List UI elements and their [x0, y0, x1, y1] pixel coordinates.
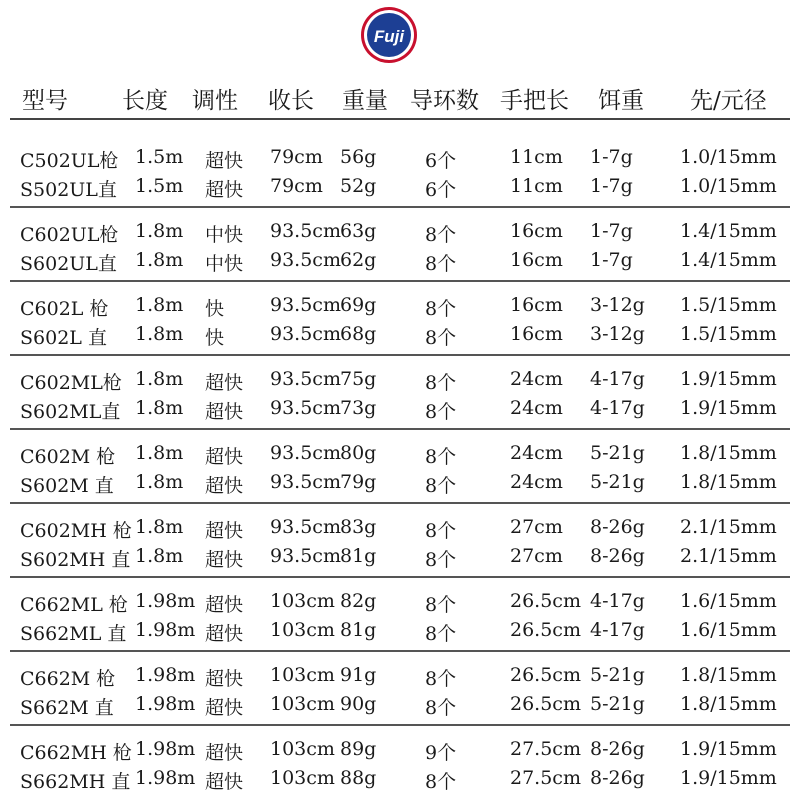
cell-action: 超快: [205, 594, 244, 616]
table-row: [0, 693, 800, 719]
cell-tip-butt-diameter: 1.0/15mm: [680, 175, 777, 197]
table-row: [0, 767, 800, 793]
cell-model: S502UL直: [20, 179, 117, 201]
cell-action: 超快: [205, 742, 244, 764]
cell-handle-length: 26.5cm: [510, 693, 581, 715]
table-row: [0, 442, 800, 468]
cell-weight: 83g: [340, 516, 377, 538]
cell-length: 1.8m: [135, 294, 184, 316]
cell-closed-length: 103cm: [270, 693, 335, 715]
cell-guide-count: 8个: [425, 327, 457, 349]
table-row: [0, 323, 800, 349]
cell-tip-butt-diameter: 2.1/15mm: [680, 545, 777, 567]
cell-model: S662MH 直: [20, 771, 131, 793]
table-row: [0, 294, 800, 320]
cell-lure-weight: 5-21g: [590, 693, 645, 715]
cell-tip-butt-diameter: 1.5/15mm: [680, 323, 777, 345]
cell-lure-weight: 4-17g: [590, 397, 645, 419]
cell-tip-butt-diameter: 1.5/15mm: [680, 294, 777, 316]
cell-guide-count: 9个: [425, 742, 457, 764]
cell-guide-count: 8个: [425, 520, 457, 542]
cell-handle-length: 27.5cm: [510, 767, 581, 789]
table-row: [0, 220, 800, 246]
cell-model: C662MH 枪: [20, 742, 132, 764]
cell-length: 1.8m: [135, 516, 184, 538]
cell-guide-count: 6个: [425, 179, 457, 201]
cell-length: 1.8m: [135, 220, 184, 242]
cell-length: 1.5m: [135, 175, 184, 197]
table-row: [0, 249, 800, 275]
header-handle-length: 手把长: [500, 88, 569, 114]
cell-length: 1.98m: [135, 590, 196, 612]
cell-length: 1.98m: [135, 619, 196, 641]
cell-lure-weight: 5-21g: [590, 442, 645, 464]
cell-model: C602ML枪: [20, 372, 122, 394]
group-divider: [10, 428, 790, 430]
cell-length: 1.98m: [135, 693, 196, 715]
header-lure-weight: 饵重: [598, 88, 644, 114]
cell-length: 1.8m: [135, 323, 184, 345]
table-row: [0, 664, 800, 690]
cell-lure-weight: 4-17g: [590, 590, 645, 612]
cell-handle-length: 16cm: [510, 294, 563, 316]
cell-closed-length: 93.5cm: [270, 368, 341, 390]
header-divider: [10, 118, 790, 120]
cell-lure-weight: 8-26g: [590, 767, 645, 789]
cell-handle-length: 11cm: [510, 146, 563, 168]
cell-guide-count: 8个: [425, 771, 457, 793]
cell-model: S602ML直: [20, 401, 121, 423]
table-row: [0, 545, 800, 571]
cell-action: 快: [205, 327, 225, 349]
cell-action: 超快: [205, 150, 244, 172]
table-row: [0, 368, 800, 394]
table-row: [0, 175, 800, 201]
cell-tip-butt-diameter: 1.8/15mm: [680, 664, 777, 686]
group-divider: [10, 354, 790, 356]
cell-guide-count: 8个: [425, 401, 457, 423]
cell-handle-length: 26.5cm: [510, 664, 581, 686]
cell-closed-length: 93.5cm: [270, 471, 341, 493]
cell-model: S602L 直: [20, 327, 107, 349]
cell-weight: 62g: [340, 249, 377, 271]
cell-action: 中快: [205, 253, 244, 275]
cell-closed-length: 79cm: [270, 175, 323, 197]
cell-closed-length: 79cm: [270, 146, 323, 168]
cell-length: 1.8m: [135, 471, 184, 493]
cell-guide-count: 8个: [425, 594, 457, 616]
cell-length: 1.5m: [135, 146, 184, 168]
group-divider: [10, 650, 790, 652]
cell-guide-count: 8个: [425, 623, 457, 645]
cell-action: 超快: [205, 520, 244, 542]
cell-tip-butt-diameter: 1.4/15mm: [680, 220, 777, 242]
cell-tip-butt-diameter: 1.8/15mm: [680, 442, 777, 464]
table-row: [0, 590, 800, 616]
table-header: [0, 82, 800, 116]
cell-model: C602L 枪: [20, 298, 109, 320]
cell-closed-length: 103cm: [270, 738, 335, 760]
cell-action: 超快: [205, 401, 244, 423]
cell-closed-length: 93.5cm: [270, 323, 341, 345]
cell-model: S602UL直: [20, 253, 117, 275]
header-tip-butt-diameter: 先/元径: [690, 88, 767, 114]
cell-guide-count: 8个: [425, 253, 457, 275]
table-row: [0, 146, 800, 172]
fuji-logo: [359, 5, 419, 65]
cell-handle-length: 16cm: [510, 220, 563, 242]
cell-action: 超快: [205, 668, 244, 690]
cell-guide-count: 6个: [425, 150, 457, 172]
cell-action: 超快: [205, 446, 244, 468]
group-divider: [10, 576, 790, 578]
cell-handle-length: 27cm: [510, 545, 563, 567]
header-guide-count: 导环数: [410, 88, 479, 114]
cell-weight: 56g: [340, 146, 377, 168]
cell-weight: 81g: [340, 545, 377, 567]
cell-length: 1.8m: [135, 368, 184, 390]
cell-handle-length: 11cm: [510, 175, 563, 197]
cell-lure-weight: 3-12g: [590, 294, 645, 316]
group-divider: [10, 724, 790, 726]
cell-guide-count: 8个: [425, 224, 457, 246]
cell-lure-weight: 1-7g: [590, 249, 633, 271]
cell-closed-length: 93.5cm: [270, 397, 341, 419]
table-row: [0, 738, 800, 764]
header-model: 型号: [22, 88, 68, 114]
cell-model: C662M 枪: [20, 668, 116, 690]
cell-weight: 75g: [340, 368, 377, 390]
table-row: [0, 619, 800, 645]
cell-handle-length: 26.5cm: [510, 619, 581, 641]
cell-handle-length: 24cm: [510, 471, 563, 493]
cell-guide-count: 8个: [425, 668, 457, 690]
cell-model: C602M 枪: [20, 446, 116, 468]
group-divider: [10, 502, 790, 504]
cell-tip-butt-diameter: 1.6/15mm: [680, 619, 777, 641]
cell-handle-length: 26.5cm: [510, 590, 581, 612]
cell-handle-length: 27.5cm: [510, 738, 581, 760]
header-weight: 重量: [342, 88, 388, 114]
cell-length: 1.8m: [135, 249, 184, 271]
cell-lure-weight: 4-17g: [590, 619, 645, 641]
cell-tip-butt-diameter: 1.6/15mm: [680, 590, 777, 612]
cell-tip-butt-diameter: 1.8/15mm: [680, 693, 777, 715]
cell-weight: 88g: [340, 767, 377, 789]
cell-tip-butt-diameter: 1.9/15mm: [680, 767, 777, 789]
cell-length: 1.98m: [135, 767, 196, 789]
cell-weight: 81g: [340, 619, 377, 641]
cell-length: 1.98m: [135, 738, 196, 760]
cell-closed-length: 93.5cm: [270, 442, 341, 464]
cell-model: C602UL枪: [20, 224, 119, 246]
cell-guide-count: 8个: [425, 372, 457, 394]
group-divider: [10, 206, 790, 208]
header-closed-length: 收长: [268, 88, 314, 114]
cell-closed-length: 103cm: [270, 767, 335, 789]
cell-tip-butt-diameter: 1.0/15mm: [680, 146, 777, 168]
cell-weight: 89g: [340, 738, 377, 760]
cell-tip-butt-diameter: 2.1/15mm: [680, 516, 777, 538]
cell-handle-length: 27cm: [510, 516, 563, 538]
table-row: [0, 397, 800, 423]
cell-model: C502UL枪: [20, 150, 119, 172]
cell-length: 1.8m: [135, 545, 184, 567]
cell-tip-butt-diameter: 1.9/15mm: [680, 368, 777, 390]
cell-weight: 69g: [340, 294, 377, 316]
cell-lure-weight: 1-7g: [590, 220, 633, 242]
cell-handle-length: 16cm: [510, 249, 563, 271]
cell-lure-weight: 5-21g: [590, 471, 645, 493]
cell-lure-weight: 1-7g: [590, 175, 633, 197]
cell-action: 超快: [205, 372, 244, 394]
cell-action: 超快: [205, 475, 244, 497]
cell-guide-count: 8个: [425, 446, 457, 468]
cell-model: S662ML 直: [20, 623, 127, 645]
cell-tip-butt-diameter: 1.8/15mm: [680, 471, 777, 493]
cell-model: C602MH 枪: [20, 520, 132, 542]
cell-closed-length: 93.5cm: [270, 516, 341, 538]
cell-action: 超快: [205, 179, 244, 201]
cell-weight: 90g: [340, 693, 377, 715]
cell-weight: 68g: [340, 323, 377, 345]
cell-weight: 63g: [340, 220, 377, 242]
cell-action: 中快: [205, 224, 244, 246]
cell-model: S662M 直: [20, 697, 114, 719]
cell-handle-length: 24cm: [510, 442, 563, 464]
cell-lure-weight: 5-21g: [590, 664, 645, 686]
cell-weight: 80g: [340, 442, 377, 464]
group-divider: [10, 280, 790, 282]
cell-guide-count: 8个: [425, 475, 457, 497]
fuji-logo-text: Fuji: [373, 27, 405, 46]
cell-model: C662ML 枪: [20, 594, 128, 616]
cell-handle-length: 24cm: [510, 397, 563, 419]
table-row: [0, 516, 800, 542]
cell-action: 超快: [205, 549, 244, 571]
cell-weight: 73g: [340, 397, 377, 419]
cell-guide-count: 8个: [425, 298, 457, 320]
cell-action: 快: [205, 298, 225, 320]
header-action: 调性: [192, 88, 238, 114]
cell-model: S602M 直: [20, 475, 114, 497]
cell-action: 超快: [205, 697, 244, 719]
cell-handle-length: 16cm: [510, 323, 563, 345]
cell-lure-weight: 8-26g: [590, 516, 645, 538]
cell-tip-butt-diameter: 1.9/15mm: [680, 397, 777, 419]
cell-weight: 52g: [340, 175, 377, 197]
cell-weight: 79g: [340, 471, 377, 493]
header-length: 长度: [122, 88, 168, 114]
cell-length: 1.8m: [135, 397, 184, 419]
cell-lure-weight: 3-12g: [590, 323, 645, 345]
cell-tip-butt-diameter: 1.9/15mm: [680, 738, 777, 760]
cell-closed-length: 93.5cm: [270, 545, 341, 567]
cell-lure-weight: 1-7g: [590, 146, 633, 168]
cell-action: 超快: [205, 623, 244, 645]
cell-closed-length: 103cm: [270, 619, 335, 641]
cell-closed-length: 93.5cm: [270, 249, 341, 271]
cell-length: 1.8m: [135, 442, 184, 464]
table-row: [0, 471, 800, 497]
cell-model: S602MH 直: [20, 549, 131, 571]
cell-guide-count: 8个: [425, 697, 457, 719]
cell-handle-length: 24cm: [510, 368, 563, 390]
cell-lure-weight: 4-17g: [590, 368, 645, 390]
cell-action: 超快: [205, 771, 244, 793]
cell-lure-weight: 8-26g: [590, 545, 645, 567]
cell-weight: 91g: [340, 664, 377, 686]
cell-guide-count: 8个: [425, 549, 457, 571]
cell-length: 1.98m: [135, 664, 196, 686]
cell-closed-length: 103cm: [270, 664, 335, 686]
cell-weight: 82g: [340, 590, 377, 612]
cell-lure-weight: 8-26g: [590, 738, 645, 760]
cell-closed-length: 103cm: [270, 590, 335, 612]
cell-closed-length: 93.5cm: [270, 220, 341, 242]
cell-tip-butt-diameter: 1.4/15mm: [680, 249, 777, 271]
cell-closed-length: 93.5cm: [270, 294, 341, 316]
